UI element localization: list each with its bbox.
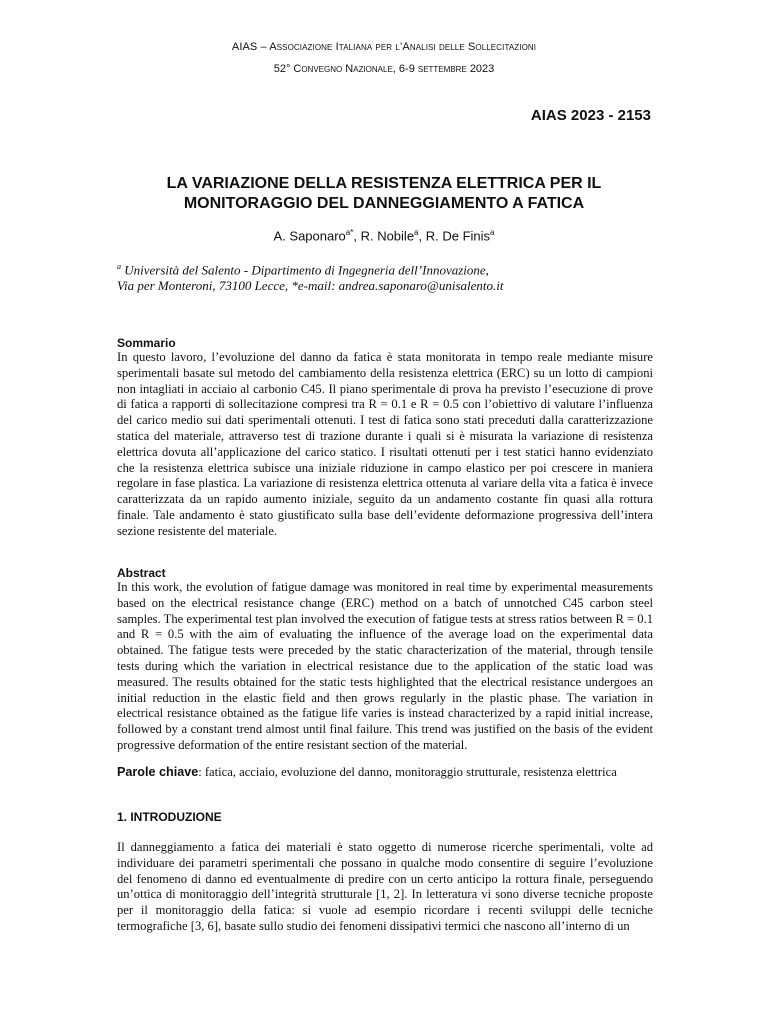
paper-title-line2: MONITORAGGIO DEL DANNEGGIAMENTO A FATICA [183,195,585,212]
author-2: R. Nobile [360,228,415,244]
keywords [117,765,657,780]
affiliation [117,259,657,294]
author-3-affil-mark: a [490,228,495,237]
authors: A. Saponaro$^{a*}$, R. Nobile$^a$, R. De Finis$^a$ [273,228,495,244]
keywords-label: Parole chiave [117,765,199,779]
keywords-list: : fatica, acciaio, evoluzione del danno, monitoraggio strutturale, resistenza elettrica [198,765,617,779]
abstract-paragraph: In this work, the evolution of fatigue damage was monitored in real time by experimental measurements based on the electrical resistance change (ERC) method on a batch of unnotched C45 carbon steel samples. The experimental test plan involved the execution of fatigue tests at stress ratios between R = 0.1 and R = 0.5 with the aim of evaluating the influence of the average load on the experimental data obtained. The fatigue tests were preceded by the static characterization of the material, through tensile tests during which the variation in electrical resistance due to the application of the static load was measured. The results obtained for the static tests highlighted that the electrical resistance undergoes an initial reduction in the elastic field and then grows regularly in the plastic phase. The variation in electrical resistance obtained as the fatigue life varies is instead characterized by a rapid initial increase, followed by a constant trend almost until final failure. This trend was justified on the basis of the evident progressive deformation of the entire resistant section of the material. [117,580,654,752]
abstract-text [117,580,653,754]
introduzione-text [117,840,653,940]
paper-title [0,174,768,214]
sommario-paragraph: In questo lavoro, l’evoluzione del danno da fatica è stata monitorata in tempo reale mediante misure sperimentali basate sul metodo del cambiamento della resistenza elettrica (ERC) su un lotto di campioni non intagliati in acciaio al carbonio C45. Il piano sperimentale di prova ha previsto l’esecuzione di prove di fatica a rapporti di sollecitazione compresi tra R = 0.1 e R = 0.5 con l’obiettivo di valutare l’influenza del carico medio sui dati sperimentali ottenuti. I test di fatica sono stati preceduti dalla caratterizzazione statica del materiale, attraverso test di trazione durante i quali si è misurata la variazione di resistenza elettrica dovuta all’applicazione del carico statico. I risultati ottenuti per i test statici hanno evidenziato che la resistenza elettrica subisce una iniziale riduzione in campo elastico per poi crescere in maniera regolare in fase plastica. La variazione di resistenza elettrica ottenuta al variare della vita a fatica è invece caratterizzata da un rapido aumento iniziale, seguito da un andamento costante fin quasi alla rottura finale. Tale andamento è stato giustificato sulla base dell’evidente deformazione progressiva dell’intera sezione resistente del materiale. [117,350,653,538]
conference-header-association: AIAS – Associazione Italiana per l’Analisi delle Sollecitazioni [231,41,537,53]
paper-id: AIAS 2023 - 2153 [530,107,651,124]
paper-title-line1: LA VARIAZIONE DELLA RESISTENZA ELETTRICA PER IL [166,175,602,192]
author-3: R. De Finis [425,228,491,244]
introduzione-paragraph: Il danneggiamento a fatica dei materiali è stato oggetto di numerose ricerche sperimentali, volte ad individuare dei parametri sperimentali che possano in qualche modo consentire di seguire l’evoluzione del fenomeno di danno ed eventualmente di predire con un certo anticipo la rottura finale, perseguendo un’ottica di monitoraggio dell’integrità strutturale [1, 2]. In letteratura vi sono diverse tecniche proposte per il monitoraggio della fatica: si vuole ad esempio ricordare i recenti sviluppi delle tecniche termografiche [3, 6], basate sullo studio dei fenomeni dissipativi termici che nascono all’interno di un [117,840,653,933]
conference-header-event: 52° Convegno Nazionale, 6-9 settembre 2023 [273,63,495,75]
author-1-affil-mark: a* [345,228,354,237]
abstract-heading: Abstract [117,566,166,580]
sommario-text [117,350,653,540]
author-1: A. Saponaro [273,228,346,244]
introduzione-heading: 1. INTRODUZIONE [117,810,222,824]
affiliation-line2: Via per Monteroni, 73100 Lecce, *e-mail: andrea.saponaro@unisalento.it [117,278,504,294]
sommario-heading: Sommario [117,336,176,350]
affiliation-mark: a [117,262,121,271]
affiliation-institution: Università del Salento - Dipartimento di Ingegneria dell’Innovazione, [124,262,489,278]
affiliation-line1 [117,259,657,278]
author-2-affil-mark: a [414,228,419,237]
